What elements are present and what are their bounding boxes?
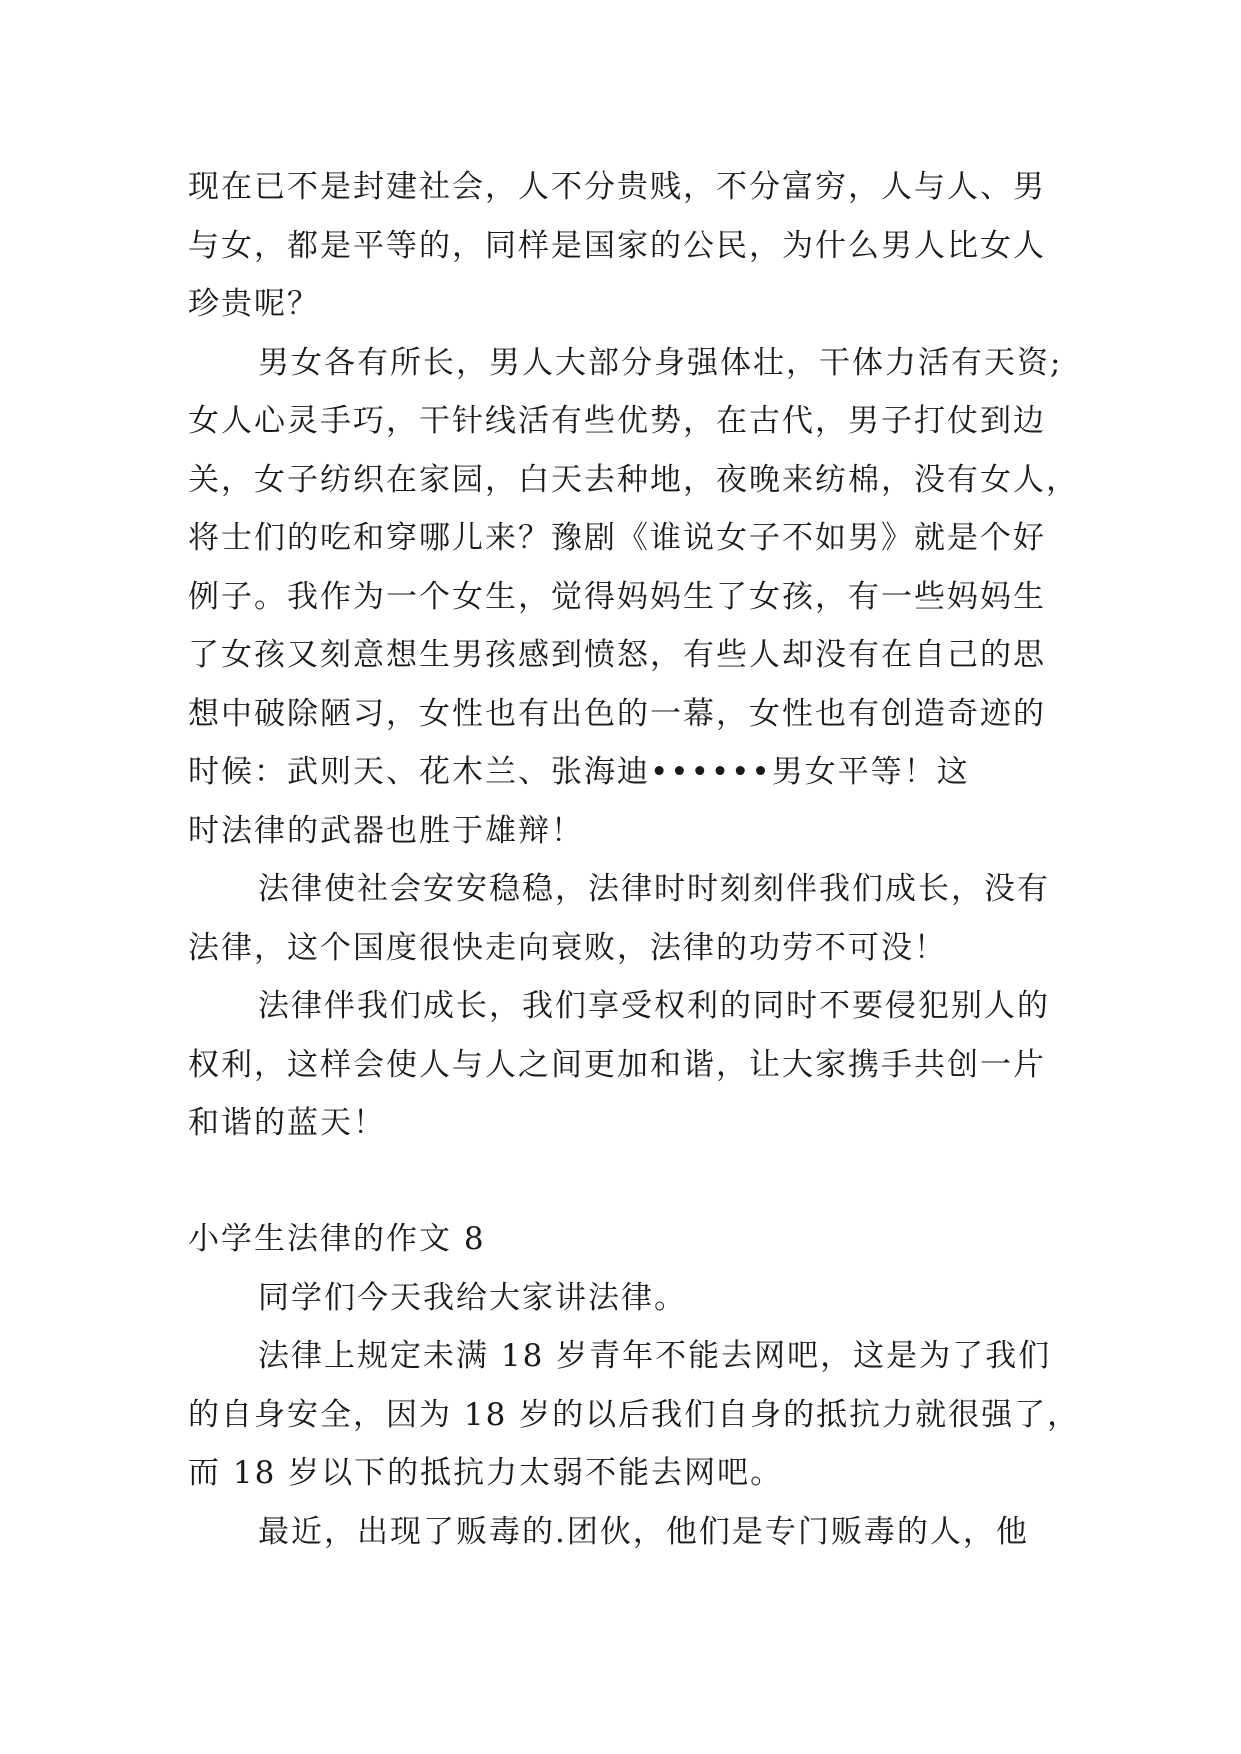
paragraph-line: 男女各有所长，男人大部分身强体壮，干体力活有天资; — [258, 344, 1063, 381]
paragraph-line: 将士们的吃和穿哪儿来？豫剧《谁说女子不如男》就是个好 — [188, 520, 1046, 556]
paragraph-line: 关，女子纺织在家园，白天去种地，夜晚来纺棉，没有女人， — [188, 461, 1079, 498]
essay-8-line: 同学们今天我给大家讲法律。 — [258, 1279, 687, 1316]
essay-8-line: 的自身安全，因为 18 岁的以后我们自身的抵抗力就很强了， — [188, 1396, 1081, 1433]
essay-body-section — [188, 158, 1079, 1153]
paragraph-line: 和谐的蓝天！ — [188, 1105, 386, 1141]
paragraph-line: 现在已不是封建社会，人不分贵贱，不分富穷，人与人、男 — [188, 169, 1046, 205]
paragraph-line: 法律，这个国度很快走向衰败，法律的功劳不可没！ — [188, 929, 947, 966]
paragraph-line: 例子。我作为一个女生，觉得妈妈生了女孩，有一些妈妈生 — [188, 578, 1046, 615]
paragraph-line: 珍贵呢？ — [188, 286, 320, 322]
paragraph-line: 法律使社会安安稳稳，法律时时刻刻伴我们成长，没有 — [258, 871, 1050, 907]
essay-8-line: 最近，出现了贩毒的.团伙，他们是专门贩毒的人，他 — [258, 1513, 1029, 1550]
paragraph-line: 时法律的武器也胜于雄辩！ — [188, 812, 584, 849]
paragraph-line: 与女，都是平等的，同样是国家的公民，为什么男人比女人 — [188, 227, 1046, 264]
essay-heading: 小学生法律的作文 8 — [188, 1221, 486, 1257]
paragraph-line: 权利，这样会使人与人之间更加和谐，让大家携手共创一片 — [188, 1046, 1046, 1083]
paragraph-line: 时候：武则天、花木兰、张海迪••••••男女平等！这 — [188, 754, 970, 790]
paragraph-line: 法律伴我们成长，我们享受权利的同时不要侵犯别人的 — [258, 988, 1050, 1024]
essay-8-section — [188, 1210, 1081, 1561]
essay-8-line: 法律上规定未满 18 岁青年不能去网吧，这是为了我们 — [258, 1338, 1052, 1374]
paragraph-line: 了女孩又刻意想生男孩感到愤怒，有些人却没有在自己的思 — [188, 637, 1046, 673]
essay-8-line: 而 18 岁以下的抵抗力太弱不能去网吧。 — [188, 1455, 784, 1491]
paragraph-line: 想中破除陋习，女性也有出色的一幕，女性也有创造奇迹的 — [188, 695, 1046, 732]
paragraph-line: 女人心灵手巧，干针线活有些优势，在古代，男子打仗到边 — [188, 403, 1046, 439]
